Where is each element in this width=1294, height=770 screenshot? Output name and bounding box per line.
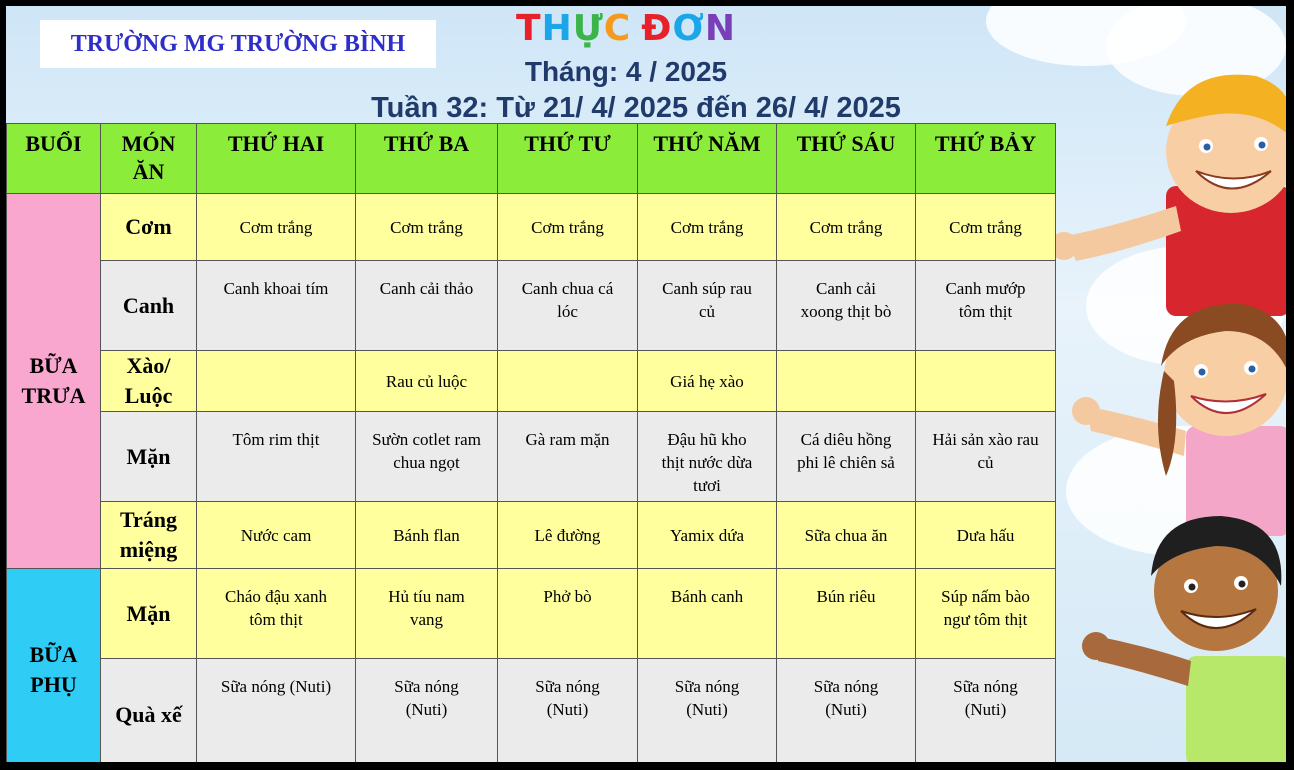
menu-item: Giá hẹ xào <box>638 351 777 412</box>
menu-item: Tôm rim thịt <box>197 412 356 502</box>
header-row <box>7 124 1056 194</box>
title-letter: N <box>704 8 736 49</box>
children-illustration <box>1056 46 1288 764</box>
column-header: THỨ BA <box>356 124 498 194</box>
dish-type: Mặn <box>101 569 197 659</box>
menu-item: Hủ tíu nam vang <box>356 569 498 659</box>
menu-item <box>498 351 638 412</box>
column-header: THỨ BẢY <box>916 124 1056 194</box>
menu-item: Bún riêu <box>777 569 916 659</box>
dish-type: Tráng miệng <box>101 502 197 569</box>
menu-item: Lê đường <box>498 502 638 569</box>
meal-session: BỮA PHỤ <box>7 569 101 765</box>
menu-item: Sữa nóng (Nuti) <box>777 659 916 765</box>
menu-item: Sữa nóng (Nuti) <box>498 659 638 765</box>
menu-item: Nước cam <box>197 502 356 569</box>
menu-item: Yamix dứa <box>638 502 777 569</box>
menu-item: Cơm trắng <box>197 194 356 261</box>
menu-item: Canh cải xoong thịt bò <box>777 261 916 351</box>
menu-item: Canh cải thảo <box>356 261 498 351</box>
menu-item: Sữa nóng (Nuti) <box>197 659 356 765</box>
menu-item <box>777 351 916 412</box>
table-row <box>7 194 1056 261</box>
menu-table <box>6 123 1056 764</box>
menu-item <box>197 351 356 412</box>
menu-item: Sữa chua ăn <box>777 502 916 569</box>
column-header: THỨ TƯ <box>498 124 638 194</box>
dish-type: Xào/ Luộc <box>101 351 197 412</box>
menu-item: Bánh canh <box>638 569 777 659</box>
table-row <box>7 659 1056 765</box>
month-label: Tháng: 4 / 2025 <box>524 56 728 87</box>
dish-type: Mặn <box>101 412 197 502</box>
menu-item: Phở bò <box>498 569 638 659</box>
column-header: THỨ HAI <box>197 124 356 194</box>
dish-type: Canh <box>101 261 197 351</box>
table-row <box>7 412 1056 502</box>
column-header: MÓN ĂN <box>101 124 197 194</box>
menu-item: Sữa nóng (Nuti) <box>916 659 1056 765</box>
dish-type: Quà xế <box>101 659 197 765</box>
title-letter: Đ <box>641 8 673 49</box>
menu-item: Cơm trắng <box>356 194 498 261</box>
menu-item: Gà ram mặn <box>498 412 638 502</box>
table-row <box>7 502 1056 569</box>
school-name: TRƯỜNG MG TRƯỜNG BÌNH <box>40 20 436 68</box>
column-header: THỨ NĂM <box>638 124 777 194</box>
title-letter: Ơ <box>672 8 705 49</box>
dish-type: Cơm <box>101 194 197 261</box>
table-row <box>7 351 1056 412</box>
meal-session: BỮA TRƯA <box>7 194 101 569</box>
menu-item: Cá diêu hồng phi lê chiên sả <box>777 412 916 502</box>
menu-item: Cháo đậu xanh tôm thịt <box>197 569 356 659</box>
menu-item: Cơm trắng <box>498 194 638 261</box>
menu-item: Cơm trắng <box>777 194 916 261</box>
title-letter: H <box>541 8 573 49</box>
title-letter: Ự <box>572 8 604 49</box>
menu-item: Súp nấm bào ngư tôm thịt <box>916 569 1056 659</box>
title-letter: T <box>516 8 542 49</box>
menu-item: Dưa hấu <box>916 502 1056 569</box>
menu-item: Sữa nóng (Nuti) <box>638 659 777 765</box>
title-letter: C <box>603 8 632 49</box>
menu-item: Bánh flan <box>356 502 498 569</box>
menu-poster <box>4 4 1288 764</box>
menu-item: Canh khoai tím <box>197 261 356 351</box>
menu-item <box>916 351 1056 412</box>
menu-item: Canh mướp tôm thịt <box>916 261 1056 351</box>
menu-item: Cơm trắng <box>916 194 1056 261</box>
menu-item: Rau củ luộc <box>356 351 498 412</box>
menu-item: Canh súp rau củ <box>638 261 777 351</box>
column-header: BUỔI <box>7 124 101 194</box>
week-label: Tuần 32: Từ 21/ 4/ 2025 đến 26/ 4/ 2025 <box>371 92 901 124</box>
table-row <box>7 569 1056 659</box>
menu-item: Hải sản xào rau củ <box>916 412 1056 502</box>
menu-item: Canh chua cá lóc <box>498 261 638 351</box>
menu-item: Sườn cotlet ram chua ngọt <box>356 412 498 502</box>
menu-item: Cơm trắng <box>638 194 777 261</box>
menu-title <box>486 8 766 49</box>
table-row <box>7 261 1056 351</box>
menu-item: Sữa nóng (Nuti) <box>356 659 498 765</box>
menu-item: Đậu hũ kho thịt nước dừa tươi <box>638 412 777 502</box>
column-header: THỨ SÁU <box>777 124 916 194</box>
